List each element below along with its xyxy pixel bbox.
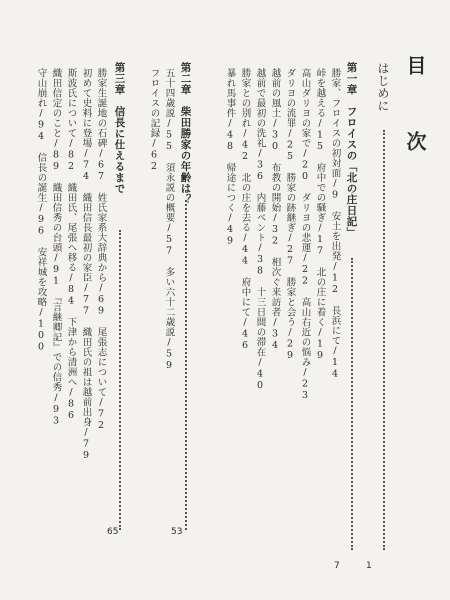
chapter-2-leader-dots [185, 200, 187, 530]
chapter-1-line: 高山ダリヨの家で/20 ダリヨの悲運/22 高山右近の悩み/23 [299, 68, 311, 402]
chapter-2-line: 五十四歳説/55 須永説の概要/57 多い六十二歳説/59 [163, 68, 175, 372]
chapter-1-line: 越前の風土/30 布教の開始/32 相次ぐ来訪者/34 [269, 68, 281, 352]
chapter-1-line: 暴れ馬事件/48 帰途につく/49 [224, 68, 236, 247]
intro-heading: はじめに [376, 62, 390, 112]
page-title: 目 次 [403, 55, 427, 169]
chapter-2-page-number: 53 [171, 527, 183, 537]
chapter-2-heading: 第二章 柴田勝家の年齢は？ [179, 62, 192, 205]
intro-leader-dots [383, 130, 385, 550]
chapter-3-leader-dots [119, 230, 121, 530]
chapter-1-line: 越前で最初の洗礼/36 内藤ベント/38 十三日間の滞在/40 [254, 68, 266, 392]
chapter-1-line: 峠を越える/15 府中での騒ぎ/17 北の庄に着く/19 [314, 68, 326, 362]
chapter-1-heading: 第一章 フロイスの「北の庄日記」 [345, 62, 358, 238]
chapter-3-page-number: 65 [107, 527, 119, 537]
chapter-3-line: 斯波氏について/82 織田氏、尾張へ移る/84 下津から清洲へ/86 [65, 68, 77, 422]
chapter-3-line: 勝家生誕地の石碑/67 姓氏家系大辞典から/69 尾張志について/72 [95, 68, 107, 432]
chapter-1-line: ダリヨの流罪/25 勝家の跡継ぎ/27 勝家と会う/29 [284, 68, 296, 362]
chapter-1-leader-dots [351, 258, 353, 550]
chapter-3-line: 初めて史料に登場/74 織田信長最初の家臣/77 織田氏の祖は越前出身/79 [80, 68, 92, 462]
chapter-1-line: 勝家との別れ/42 北の庄を去る/44 府中にて/46 [239, 68, 251, 352]
intro-page-number: 1 [366, 561, 372, 571]
chapter-1-line: 勝家、フロイスの初対面/9 安土を出発/12 長浜にて/14 [329, 68, 341, 380]
chapter-1-page-number: 7 [334, 561, 340, 571]
chapter-3-line: 織田信定のこと/89 織田信秀の台頭/91 『言継卿記』での信秀/93 [50, 68, 62, 427]
chapter-2-line: フロイスの記録/62 [148, 68, 160, 173]
chapter-3-heading: 第三章 信長に仕えるまで [113, 62, 126, 194]
chapter-3-line: 守山崩れ/94 信長の誕生/96 安祥城を攻略/100 [35, 68, 47, 353]
